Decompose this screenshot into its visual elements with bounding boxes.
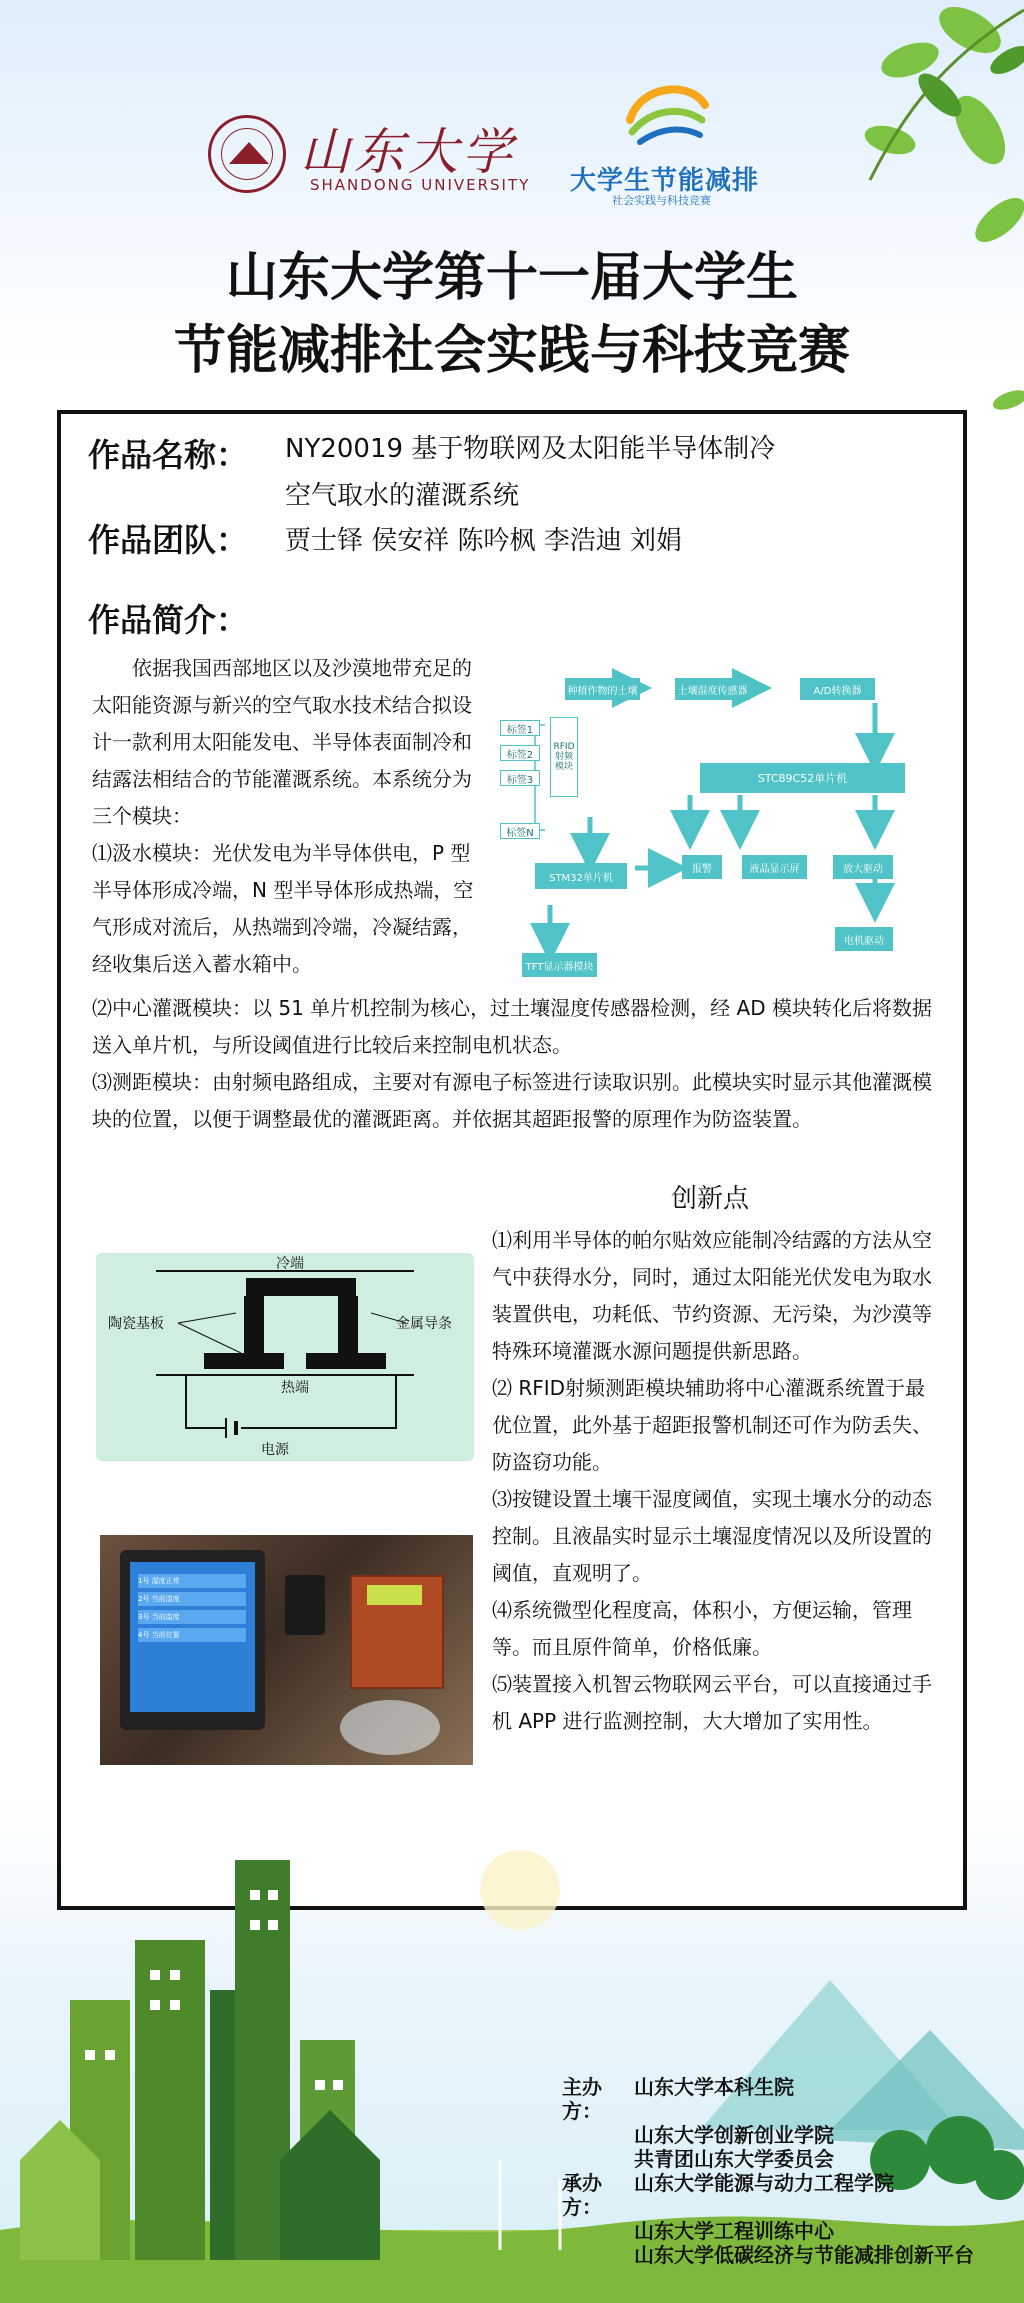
organizer-2: 山东大学工程训练中心	[634, 2219, 834, 2243]
motor-driver-block: 电机驱动	[835, 927, 893, 951]
stc89c52-mcu-block: STC89C52单片机	[700, 763, 905, 793]
rfid-module-block: RFID射频模块	[550, 717, 578, 797]
host-1: 山东大学本科生院	[634, 2075, 794, 2099]
intro-left-text	[92, 650, 477, 983]
organizer-1: 山东大学能源与动力工程学院	[634, 2171, 894, 2195]
hot-end-label: 热端	[281, 1380, 309, 1396]
innovation-point-5: ⑸装置接入机智云物联网云平台，可以直接通过手机 APP 进行监测控制，大大增加了实用性。	[492, 1672, 932, 1733]
tft-display-block: TFT显示器模块	[522, 953, 597, 977]
sdu-seal-logo	[208, 115, 286, 193]
screen-row-4: 4号 当前位置	[138, 1628, 246, 1642]
prototype-photo	[100, 1535, 473, 1765]
peltier-diagram	[96, 1253, 474, 1461]
cold-end-label: 冷端	[276, 1256, 304, 1272]
ad-converter-block: A/D转换器	[800, 678, 875, 700]
intro-full-text	[92, 990, 932, 1138]
soil-sensor-block: 土壤湿度传感器	[675, 678, 750, 700]
control-board	[350, 1575, 444, 1689]
work-name-label: 作品名称：	[88, 436, 249, 474]
innovation-point-2: ⑵ RFID射频测距模块辅助将中心灌溉系统置于最优位置，此外基于超距报警机制还可作为防丢失、防盗窃功能。	[492, 1376, 932, 1474]
organizer-label: 承办方：	[562, 2171, 602, 2219]
competition-logo-text: 大学生节能减排	[570, 166, 760, 196]
tablet-device	[120, 1550, 265, 1730]
system-block-diagram	[490, 665, 930, 985]
competition-logo-subtitle: 社会实践与科技竞赛	[612, 194, 711, 207]
poster-title-line1: 山东大学第十一届大学生	[225, 248, 798, 308]
university-name-cn: 山东大学	[300, 123, 516, 181]
alarm-block: 报警	[682, 855, 722, 879]
tag-1-block: 标签1	[500, 720, 540, 736]
team-members: 贾士铎 侯安祥 陈吟枫 李浩迪 刘娟	[285, 526, 683, 556]
innovation-point-3: ⑶按键设置土壤干湿度阈值，实现土壤水分的动态控制。且液晶实时显示土壤湿度情况以及所设置的阈值，直观明了。	[492, 1487, 932, 1585]
power-source-label: 电源	[261, 1442, 289, 1458]
stm32-mcu-block: STM32单片机	[535, 863, 627, 889]
organizer-3: 山东大学低碳经济与节能减排创新平台	[634, 2243, 974, 2267]
innovation-text	[492, 1222, 932, 1740]
lcd-module	[367, 1585, 422, 1605]
host-label: 主办方：	[562, 2075, 602, 2123]
university-name-en: SHANDONG UNIVERSITY	[310, 176, 531, 194]
intro-paragraph-3: ⑵中心灌溉模块：以 51 单片机控制为核心，过土壤湿度传感器检测，经 AD 模块转化后将数据送入单片机，与所设阈值进行比较后来控制电机状态。	[92, 996, 932, 1057]
intro-paragraph-4: ⑶测距模块：由射频电路组成，主要对有源电子标签进行读取识别。此模块实时显示其他灌溉模块的位置，以便于调整最优的灌溉距离。并依据其超距报警的原理作为防盗装置。	[92, 1070, 932, 1131]
innovation-point-4: ⑷系统微型化程度高，体积小，方便运输，管理等。而且原件简单，价格低廉。	[492, 1598, 912, 1659]
intro-label: 作品简介：	[88, 601, 249, 639]
intro-paragraph-2: ⑴汲水模块：光伏发电为半导体供电，P 型半导体形成冷端，N 型半导体形成热端，空气形成对流后，从热端到冷端，冷凝结露，经收集后送入蓄水箱中。	[92, 841, 474, 976]
crop-soil-block: 种植作物的土壤	[565, 678, 640, 700]
peltier-schematic	[96, 1253, 474, 1461]
organizers-block	[562, 2075, 1022, 2267]
host-3: 共青团山东大学委员会	[634, 2147, 834, 2171]
screen-row-2: 2号 当前湿度	[138, 1592, 246, 1606]
tag-3-block: 标签3	[500, 770, 540, 786]
host-2: 山东大学创新创业学院	[634, 2123, 834, 2147]
water-dish	[340, 1700, 440, 1755]
innovation-title: 创新点	[670, 1184, 749, 1214]
metal-strip-label: 金属导条	[396, 1316, 452, 1332]
work-name-line2: 空气取水的灌溉系统	[285, 481, 520, 511]
tag-2-block: 标签2	[500, 745, 540, 761]
work-name-line1: NY20019 基于物联网及太阳能半导体制冷	[285, 434, 776, 464]
screen-row-3: 3号 当前温度	[138, 1610, 246, 1624]
innovation-point-1: ⑴利用半导体的帕尔贴效应能制冷结露的方法从空气中获得水分，同时，通过太阳能光伏发电为取水装置供电，功耗低、节约资源、无污染，为沙漠等特殊环境灌溉水源问题提供新思路。	[492, 1228, 932, 1363]
tablet-screen	[130, 1562, 255, 1712]
lcd-block: 液晶显示屏	[742, 855, 807, 879]
intro-paragraph-1: 依据我国西部地区以及沙漠地带充足的太阳能资源与新兴的空气取水技术结合拟设计一款利用太阳能发电、半导体表面制冷和结露法相结合的节能灌溉系统。本系统分为三个模块：	[92, 656, 472, 828]
tag-n-block: 标签N	[500, 823, 540, 839]
team-label: 作品团队：	[88, 521, 249, 559]
competition-logo-icon	[620, 80, 710, 150]
rfid-reader-device	[285, 1575, 325, 1635]
screen-row-1: 1号 湿度正常	[138, 1574, 246, 1588]
amplifier-block: 放大驱动	[833, 855, 893, 879]
ceramic-substrate-label: 陶瓷基板	[108, 1316, 164, 1332]
poster-title-line2: 节能减排社会实践与科技竞赛	[173, 321, 850, 381]
